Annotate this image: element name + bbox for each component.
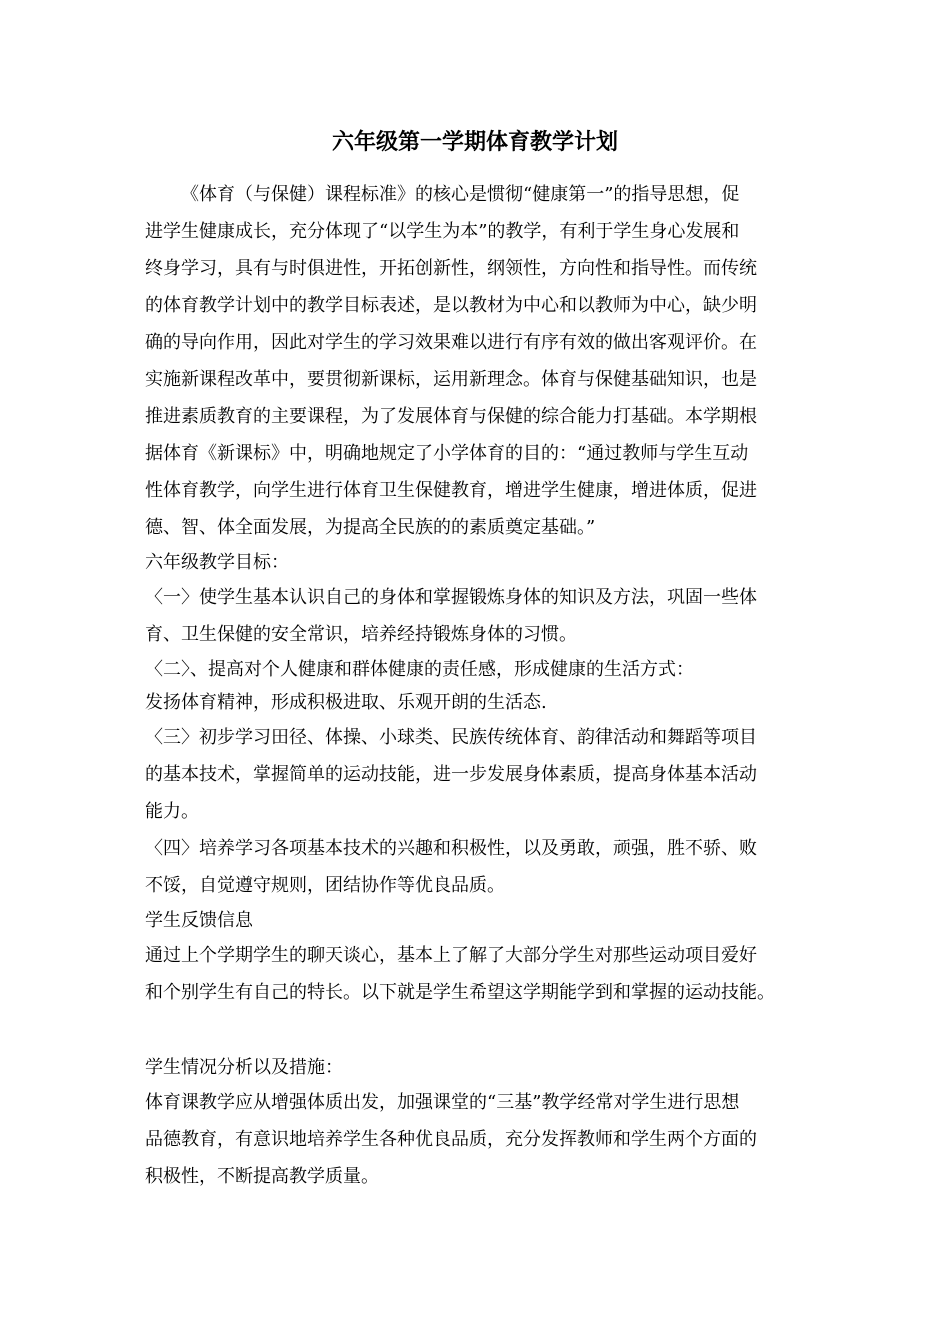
paragraph-gap (145, 1011, 810, 1051)
goal-line: 能力。 (145, 801, 199, 822)
analysis-line: 积极性，不断提高教学质量。 (145, 1166, 379, 1187)
analysis-line: 品德教育，有意识地培养学生各种优良品质，充分发挥教师和学生两个方面的 (145, 1129, 757, 1150)
section-heading: 学生反馈信息 (145, 910, 253, 931)
section-heading: 六年级教学目标： (145, 552, 289, 573)
paragraph-line: 《体育（与保健）课程标准》的核心是惯彻“健康第一”的指导思想，促 (181, 184, 740, 205)
analysis-line: 体育课教学应从增强体质出发，加强课堂的“三基”教学经常对学生进行思想 (145, 1092, 740, 1113)
document-title: 六年级第一学期体育教学计划 (331, 129, 618, 155)
goal-line: 〈一〉使学生基本认识自己的身体和掌握锻炼身体的知识及方法，巩固一些体 (145, 587, 757, 608)
goal-line: 〈二〉、提高对个人健康和群体健康的责任感，形成健康的生活方式： (145, 659, 694, 680)
paragraph-line: 进学生健康成长，充分体现了“以学生为本”的教学，有利于学生身心发展和 (145, 221, 740, 242)
goal-line: 〈三〉初步学习田径、体操、小球类、民族传统体育、韵律活动和舞蹈等项目 (145, 727, 757, 748)
feedback-line: 和个别学生有自己的特长。以下就是学生希望这学期能学到和掌握的运动技能。 (145, 982, 775, 1003)
paragraph-line: 推进素质教育的主要课程，为了发展体育与保健的综合能力打基础。本学期根 (145, 406, 757, 427)
paragraph-line: 终身学习，具有与时俱进性，开拓创新性，纲领性，方向性和指导性。而传统 (145, 258, 757, 279)
paragraph-line: 确的导向作用，因此对学生的学习效果难以进行有序有效的做出客观评价。在 (145, 332, 757, 353)
section-heading: 学生情况分析以及措施： (145, 1057, 343, 1078)
goal-line: 的基本技术，掌握简单的运动技能，进一步发展身体素质，提高身体基本活动 (145, 764, 757, 785)
feedback-line: 通过上个学期学生的聊天谈心，基本上了解了大部分学生对那些运动项目爱好 (145, 945, 757, 966)
goal-line: 育、卫生保健的安全常识，培养经持锻炼身体的习惯。 (145, 624, 577, 645)
paragraph-line: 实施新课程改革中，要贯彻新课标，运用新理念。体育与保健基础知识，也是 (145, 369, 757, 390)
document-body (145, 176, 810, 1195)
goal-line: 发扬体育精神，形成积极进取、乐观开朗的生活态. (145, 692, 547, 713)
goal-line: 〈四〉培养学习各项基本技术的兴趣和积极性，以及勇敢，顽强，胜不骄、败 (145, 838, 757, 859)
paragraph-line: 性体育教学，向学生进行体育卫生保健教育，增进学生健康，增进体质，促进 (145, 480, 757, 501)
paragraph-line: 的体育教学计划中的教学目标表述，是以教材为中心和以教师为中心，缺少明 (145, 295, 757, 316)
paragraph-line: 德、智、体全面发展，为提高全民族的的素质奠定基础。” (145, 517, 596, 538)
goal-line: 不馁，自觉遵守规则，团结协作等优良品质。 (145, 875, 505, 896)
paragraph-line: 据体育《新课标》中，明确地规定了小学体育的目的：“通过教师与学生互动 (145, 443, 749, 464)
